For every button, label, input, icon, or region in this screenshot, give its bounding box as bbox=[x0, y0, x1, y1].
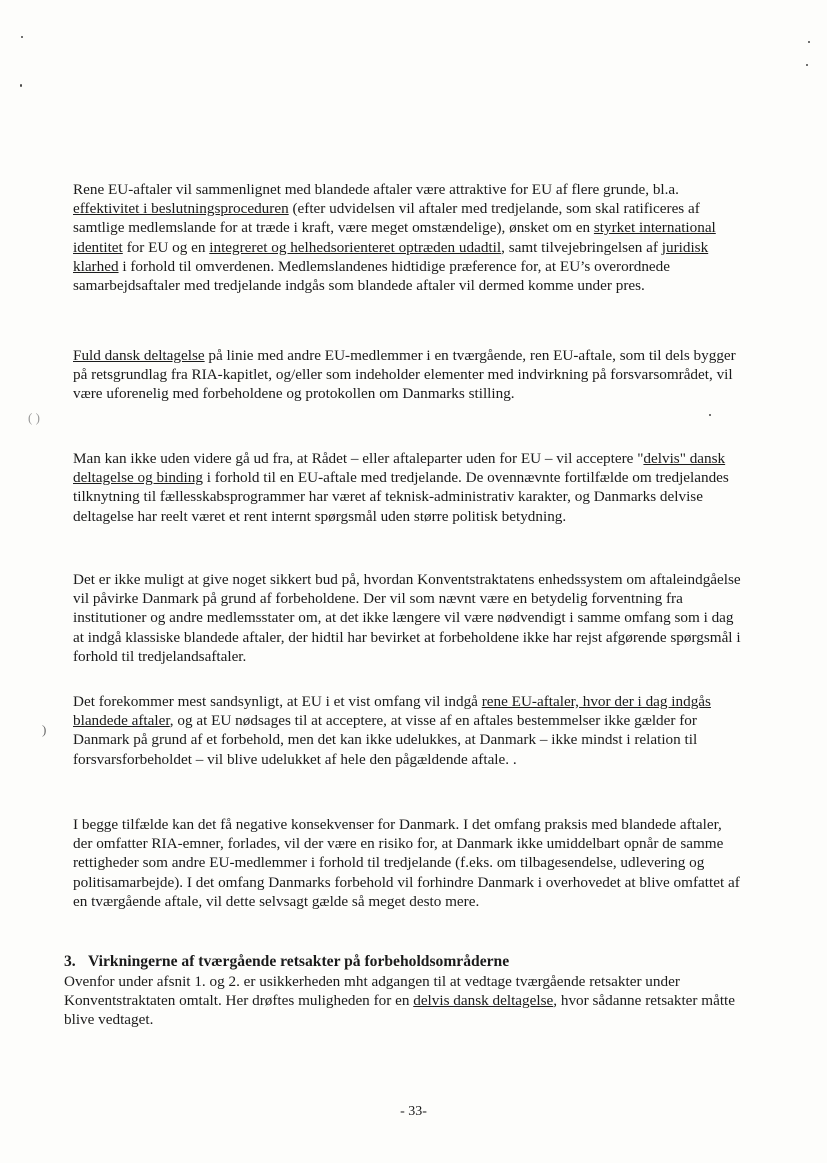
scan-speck bbox=[21, 36, 23, 38]
underlined-phrase: styrket international identitet bbox=[73, 219, 716, 256]
paragraph-3 bbox=[73, 449, 743, 526]
section-heading bbox=[64, 953, 509, 971]
paragraph-4 bbox=[73, 570, 743, 666]
page-number: - 33- bbox=[400, 1104, 427, 1119]
paragraph-7 bbox=[64, 972, 744, 1030]
paragraph-text: for EU og en bbox=[122, 238, 210, 256]
hole-punch-mark: ( ) bbox=[28, 410, 40, 425]
underlined-phrase: delvis dansk deltagelse bbox=[413, 992, 554, 1010]
paragraph-text: på linie med andre EU-medlemmer i en tværgående, ren EU-aftale, som til dels bygger på retsgrundlag fra RIA-kapitlet, og/eller som indeholder elementer med indvirkning på forsvarsområdet, vil være uforenelig med forbeholdene og protokollen om Danmarks stilling. bbox=[73, 347, 736, 403]
paragraph-1 bbox=[73, 180, 743, 295]
paragraph-text: , hvor sådanne retsakter måtte blive vedtaget. bbox=[64, 992, 736, 1029]
hole-punch-mark: ) bbox=[42, 722, 47, 737]
underlined-phrase: delvis" dansk deltagelse og binding bbox=[73, 450, 726, 487]
scan-speck bbox=[806, 64, 808, 66]
paragraph-text: (efter udvidelsen vil aftaler med tredjelande, som skal ratificeres af samtlige medlemslande for at træde i kraft, være meget omstændelige), ønsket om en bbox=[73, 200, 700, 237]
paragraph-text: , samt tilvejebringelsen af bbox=[501, 238, 662, 256]
section-title: Virkningerne af tværgående retsakter på forbeholdsområderne bbox=[88, 953, 510, 970]
scan-speck bbox=[808, 41, 810, 43]
paragraph-text: I begge tilfælde kan det få negative konsekvenser for Danmark. I det omfang praksis med blandede aftaler, der omfatter RIA-emner, forlades, vil der være en risiko for, at Danmark ikke umiddelbart opnår de samme rettigheder som andre EU-medlemmer i forhold til tredjelande (f.eks. om tilbagesendelse, udlevering og politisamarbejde). I det omfang Danmarks forbehold vil forhindre Danmark i overhovedet at blive omfattet af en tværgående aftale, vil dette selvsagt gælde så meget desto mere. bbox=[73, 816, 740, 910]
paragraph-text: i forhold til en EU-aftale med tredjelande. De ovennævnte fortilfælde om tredjelandes tilknytning til fællesskabsprogrammer har været af teknisk-administrativ karakter, og Danmarks delvise deltagelse har reelt været et rent internt spørgsmål uden større politisk betydning. bbox=[73, 469, 729, 525]
section-number: 3. bbox=[64, 953, 76, 970]
paragraph-text: Ovenfor under afsnit 1. og 2. er usikkerheden mht adgangen til at vedtage tværgående retsakter under Konventstraktaten omtalt. Her drøftes muligheden for en bbox=[64, 973, 680, 1010]
paragraph-text: i forhold til omverdenen. Medlemslandenes hidtidige præference for, at EU’s overordnede samarbejdsaftaler med tredjelande indgås som blandede aftaler vil dermed komme under pres. bbox=[73, 257, 670, 295]
paragraph-text: Det forekommer mest sandsynligt, at EU i et vist omfang vil indgå bbox=[73, 693, 482, 710]
paragraph-text: Det er ikke muligt at give noget sikkert bud på, hvordan Konventstraktatens enhedssystem om aftaleindgåelse vil påvirke Danmark på grund af forbeholdene. Der vil som nævnt være en betydelig forventning fra institutioner og andre medlemsstater om, at det ikke længere vil være nødvendigt i samme omfang som i dag at indgå klassiske blandede aftaler, der hidtil har bevirket at forbeholdene ikke har rejst afgørende spørgsmål i forhold til tredjelandsaftaler. bbox=[73, 571, 741, 665]
paragraph-text: Man kan ikke uden videre gå ud fra, at Rådet – eller aftaleparter uden for EU – vil acceptere " bbox=[73, 450, 644, 467]
paragraph-text: Rene EU-aftaler vil sammenlignet med blandede aftaler være attraktive for EU af flere grunde, bl.a. bbox=[73, 181, 679, 198]
paragraph-2 bbox=[73, 346, 743, 404]
underlined-phrase: integreret og helhedsorienteret optræden udadtil bbox=[209, 238, 502, 256]
paragraph-text: , og at EU nødsages til at acceptere, at visse af en aftales bestemmelser ikke gælder for Danmark på grund af et forbehold, men det kan ikke udelukkes, at Danmark – ikke mindst i relation til forsvarsforbeholdet – vil blive udelukket af hele den pågældende aftale. . bbox=[73, 712, 698, 768]
scan-speck bbox=[20, 84, 22, 87]
underlined-phrase: effektivitet i beslutningsproceduren bbox=[73, 200, 289, 218]
paragraph-5 bbox=[73, 692, 743, 769]
underlined-phrase: Fuld dansk deltagelse bbox=[73, 347, 205, 364]
scan-speck bbox=[709, 414, 711, 416]
underlined-phrase: rene EU-aftaler, hvor der i dag indgås blandede aftaler bbox=[73, 693, 711, 730]
paragraph-6 bbox=[73, 815, 743, 911]
underlined-phrase: juridisk klarhed bbox=[73, 238, 709, 275]
